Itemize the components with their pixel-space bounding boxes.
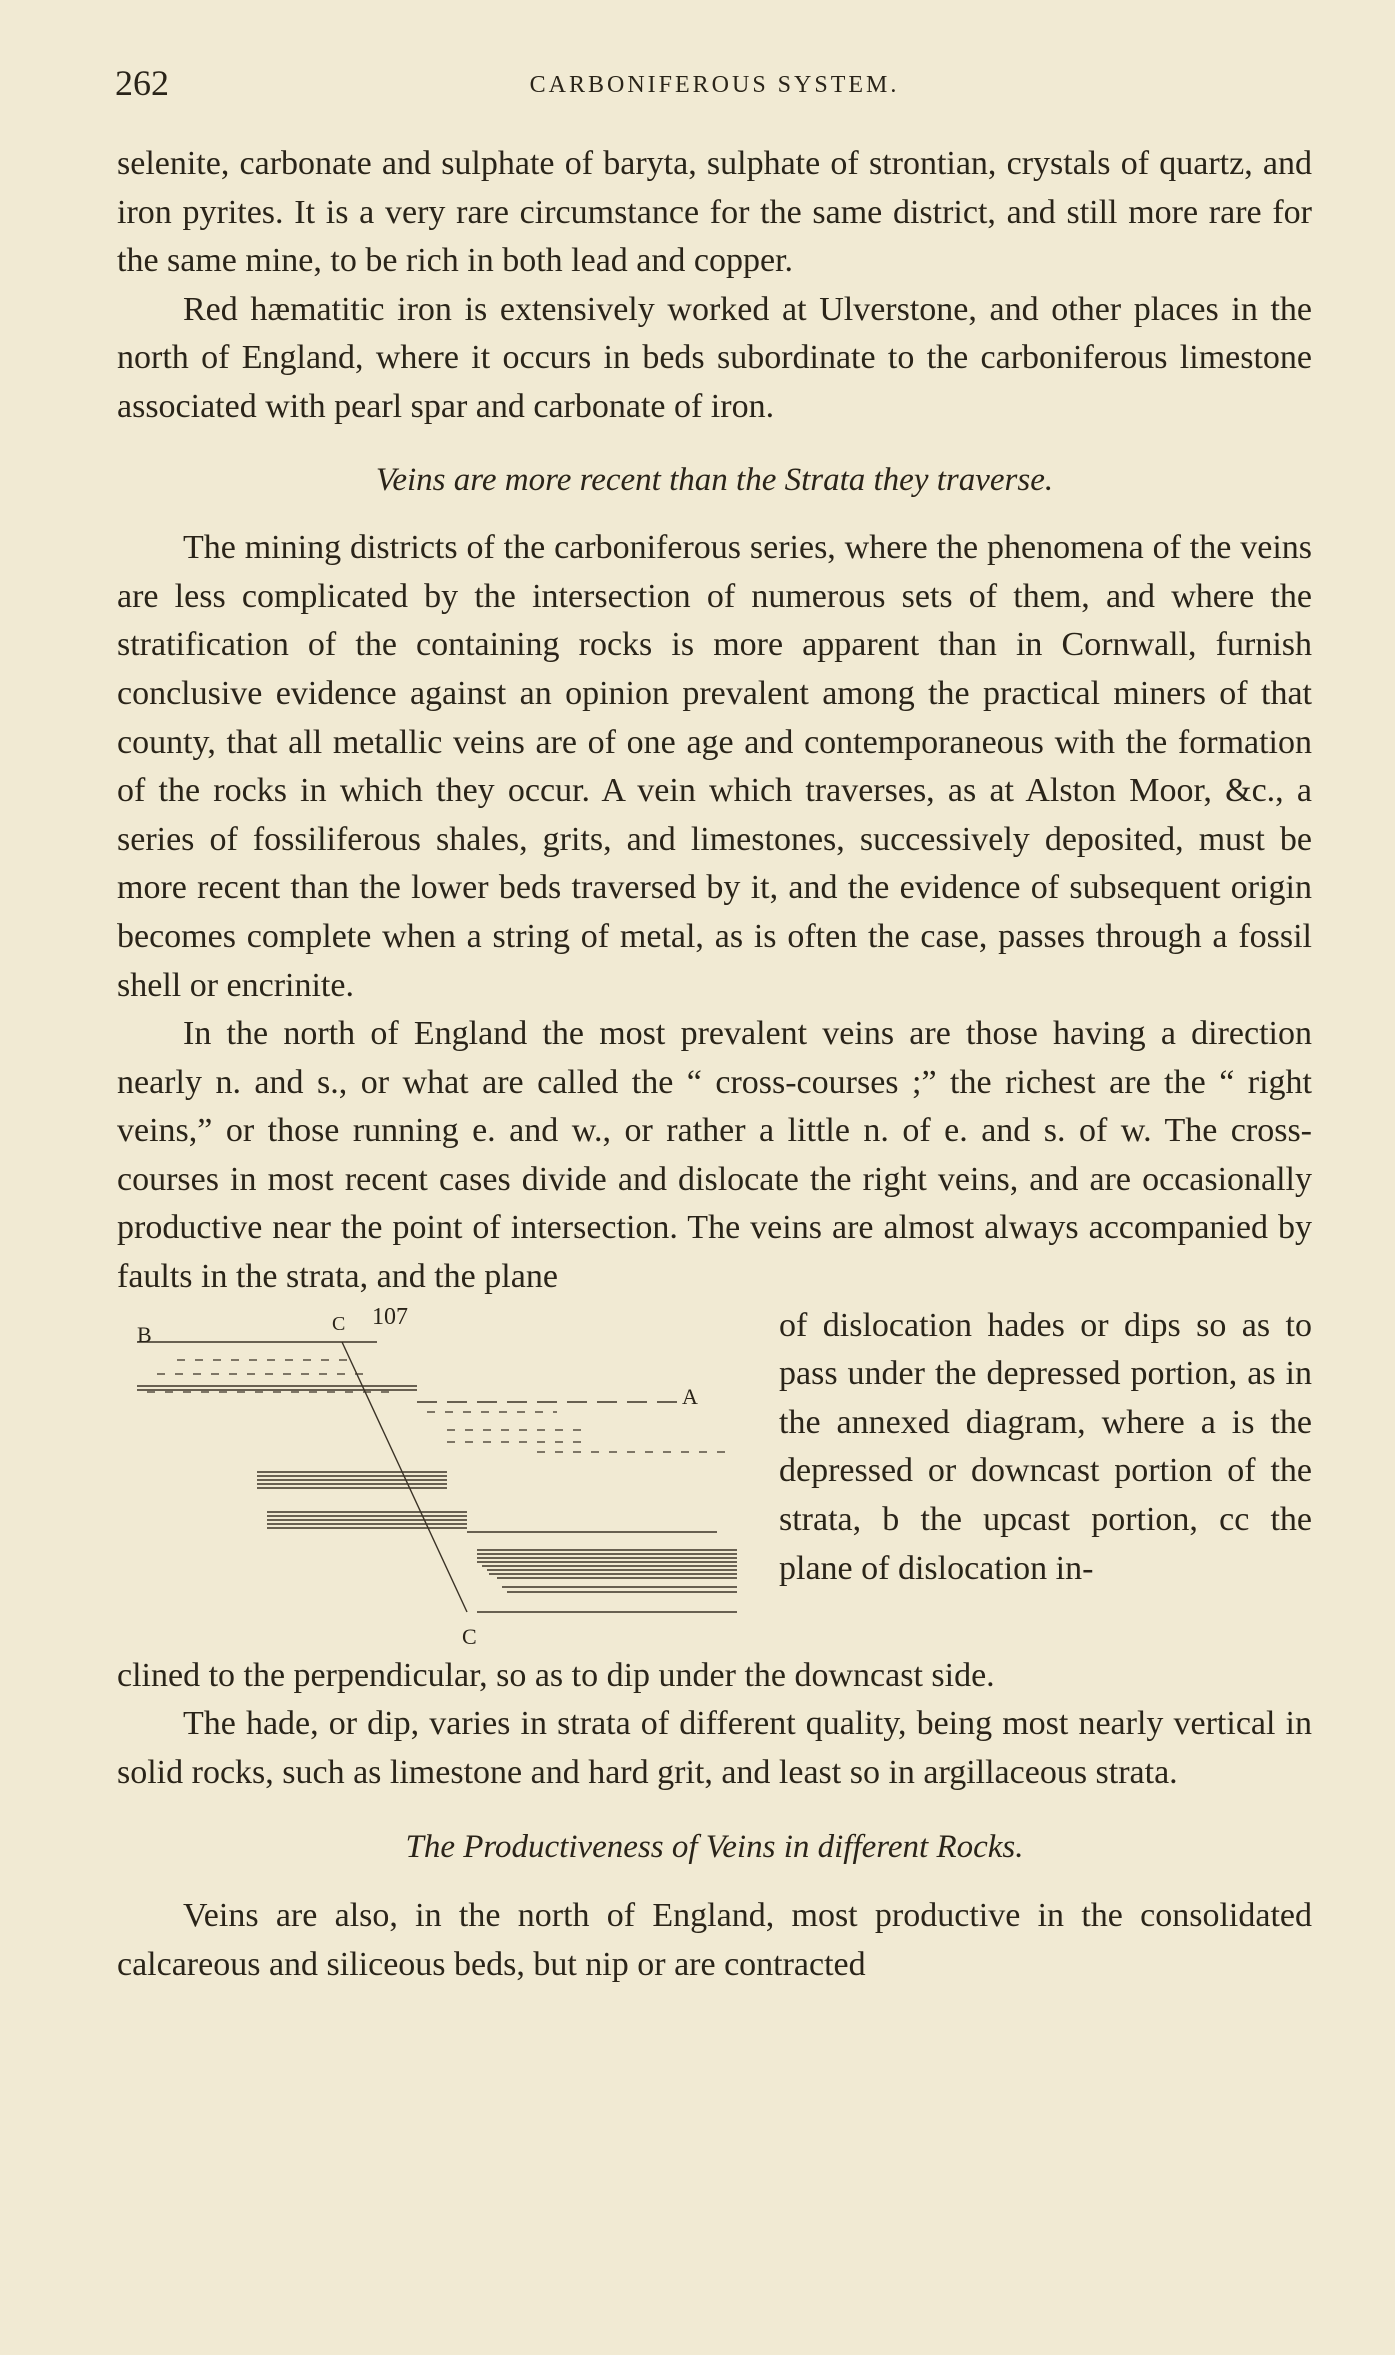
label-c-top: C	[332, 1312, 346, 1335]
paragraph-4-side: of dislocation hades or dips so as to pass under the depressed portion, as in the annexed diagram, where a is the depressed or downcast portion of the strata, b the upcast portion, cc the plane of dislocation in-	[779, 1306, 1312, 1587]
fault-diagram	[117, 1302, 779, 1652]
paragraph-1: selenite, carbonate and sulphate of baryta, sulphate of strontian, crystals of quartz, and iron pyrites. It is a very rare circumstance for the same district, and still more rare for the same mine, to be rich in both lead and copper.	[117, 145, 1312, 280]
shale-hatching	[147, 1360, 727, 1452]
label-b: B	[137, 1321, 152, 1347]
figure-with-text	[117, 1302, 1312, 1652]
figure-number: 107	[372, 1303, 408, 1330]
body-text	[117, 140, 1312, 1989]
upcast-strata-bands	[257, 1472, 467, 1528]
page-header	[117, 62, 1312, 112]
fault-diagram-figure	[117, 1302, 779, 1652]
paragraph-4-start: In the north of England the most prevalent veins are those having a direction nearly n. and s., or what are called the “ cross-courses ;” the richest are the “ right veins,” or those running e. and w., or rather a little n. of e. and s. of w. The cross-courses in most recent cases divide and dislocate the right veins, and are occasionally productive near the point of intersection. The veins are almost always accompanied by faults in the strata, and the plane	[117, 1015, 1312, 1296]
section-heading-productiveness: The Productiveness of Veins in different Rocks.	[405, 1829, 1024, 1866]
section-heading-veins-recent: Veins are more recent than the Strata they traverse.	[375, 461, 1054, 498]
paragraph-4-end: clined to the perpendicular, so as to dip under the downcast side.	[117, 1656, 995, 1694]
page-number: 262	[115, 63, 169, 103]
dislocation-plane-line	[342, 1342, 467, 1612]
paragraph-2: Red hæmatitic iron is extensively worked at Ulverstone, and other places in the north of England, where it occurs in beds subordinate to the carboniferous limestone associated with pearl spar and carbonate of iron.	[117, 290, 1312, 425]
paragraph-5: The hade, or dip, varies in strata of different quality, being most nearly vertical in solid rocks, such as limestone and hard grit, and least so in argillaceous strata.	[117, 1705, 1312, 1791]
paragraph-6: Veins are also, in the north of England, most productive in the consolidated calcareous and siliceous beds, but nip or are contracted	[117, 1897, 1312, 1983]
label-c-bottom: C	[462, 1623, 477, 1649]
figure-side-text	[779, 1302, 1312, 1652]
label-a: A	[682, 1383, 698, 1409]
paragraph-3: The mining districts of the carboniferous series, where the phenomena of the veins are less complicated by the intersection of numerous sets of them, and where the stratification of the containing rocks is more apparent than in Cornwall, furnish conclusive evidence against an opinion prevalent among the practical miners of that county, that all metallic veins are of one age and contemporaneous with the formation of the rocks in which they occur. A vein which traverses, as at Alston Moor, &c., a series of fossiliferous shales, grits, and limestones, successively deposited, must be more recent than the lower beds traversed by it, and the evidence of subsequent origin becomes complete when a string of metal, as is often the case, passes through a fossil shell or encrinite.	[117, 529, 1312, 1004]
downcast-strata-bands	[467, 1532, 737, 1612]
running-title: CARBONIFEROUS SYSTEM.	[529, 72, 900, 98]
